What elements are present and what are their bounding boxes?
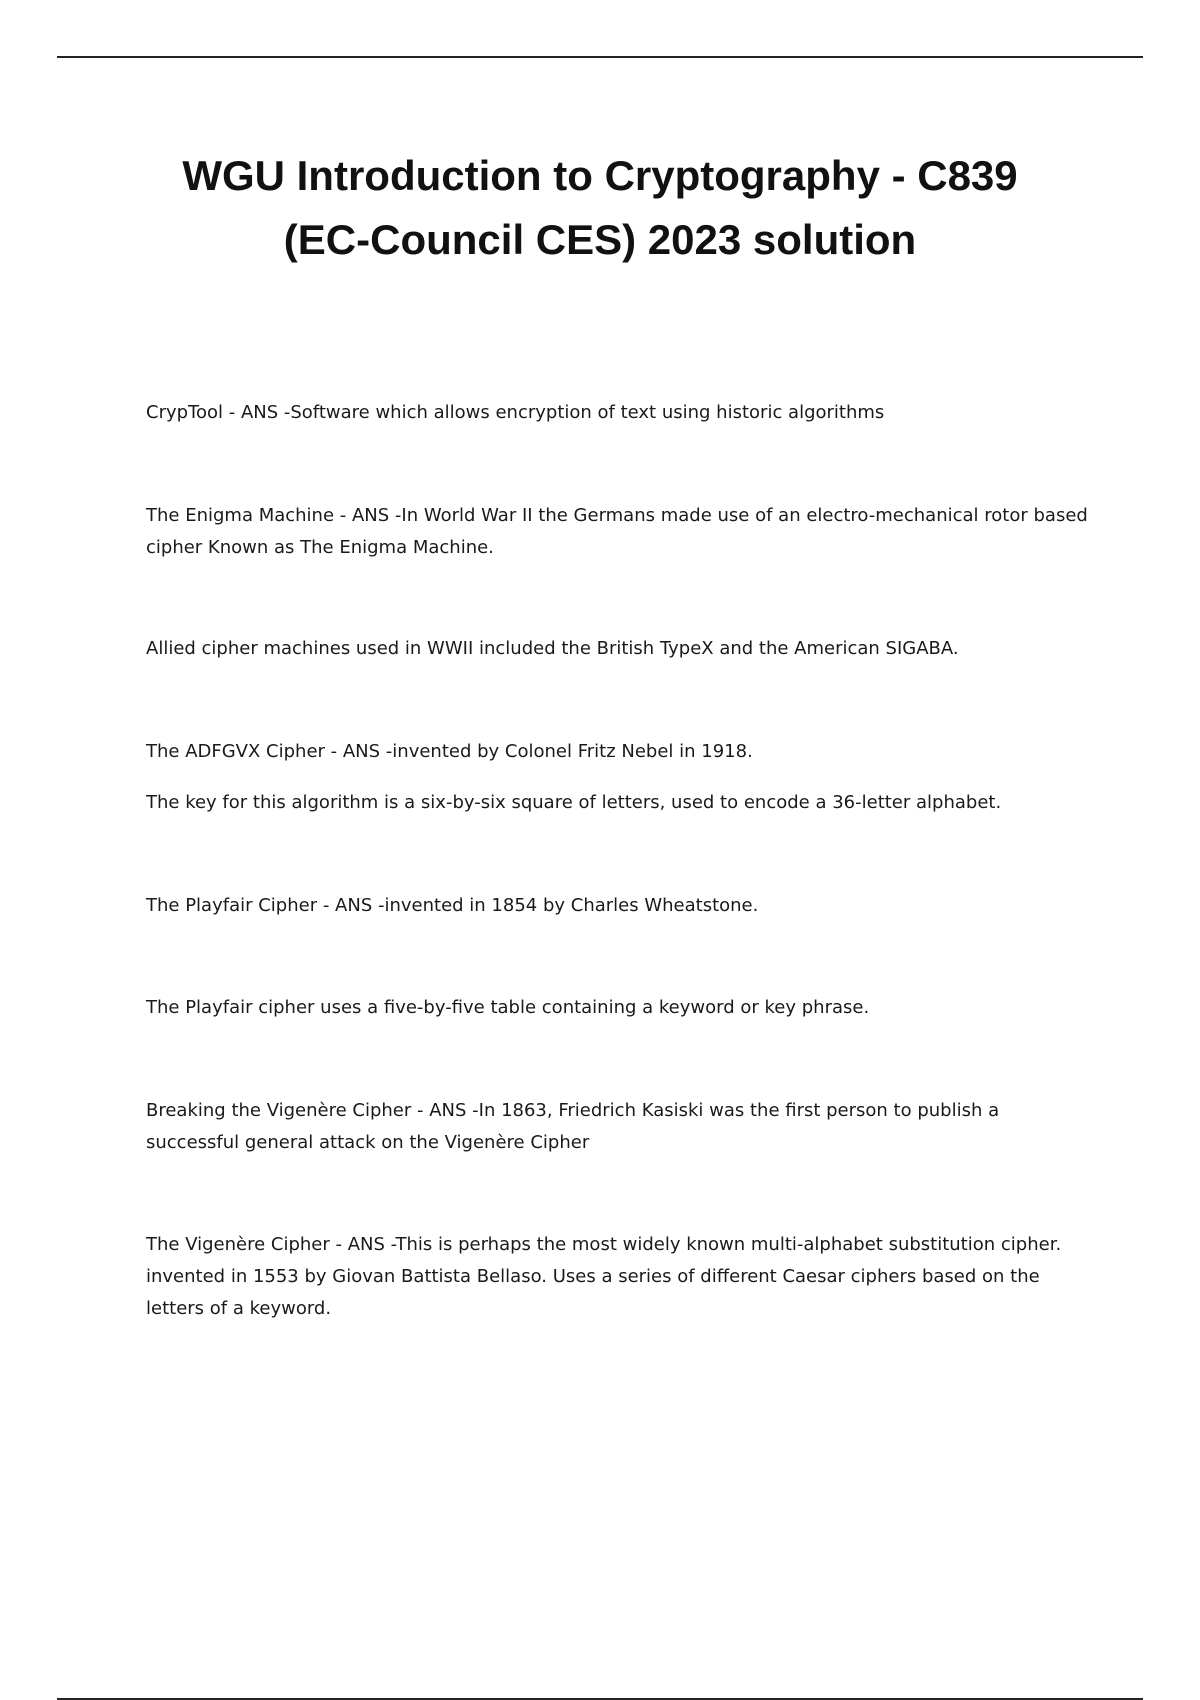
entry-cryptool: CrypTool - ANS -Software which allows encryption of text using historic algorithms [146, 402, 885, 423]
header-rule [57, 56, 1143, 58]
entry-playfair-table: The Playfair cipher uses a five-by-five table containing a keyword or key phrase. [146, 997, 870, 1018]
entry-adfgvx-key: The key for this algorithm is a six-by-six square of letters, used to encode a 36-letter alphabet. [146, 792, 1002, 813]
entry-breaking-vigenere: Breaking the Vigenère Cipher - ANS -In 1863, Friedrich Kasiski was the first person to publish a successful general attack on the Vigenère Cipher [146, 1100, 1000, 1153]
entry-allied-cipher-machines: Allied cipher machines used in WWII included the British TypeX and the American SIGABA. [146, 638, 959, 659]
entry-playfair-cipher: The Playfair Cipher - ANS -invented in 1854 by Charles Wheatstone. [146, 895, 759, 916]
document-title [60, 144, 1140, 272]
entry-enigma-machine: The Enigma Machine - ANS -In World War II the Germans made use of an electro-mechanical rotor based cipher Known as The Enigma Machine. [146, 505, 1088, 558]
title-line-2: (EC-Council CES) 2023 solution [283, 216, 917, 263]
entry-adfgvx-cipher: The ADFGVX Cipher - ANS -invented by Colonel Fritz Nebel in 1918. [146, 741, 753, 762]
entry-vigenere-cipher: The Vigenère Cipher - ANS -This is perhaps the most widely known multi-alphabet substitution cipher. invented in 1553 by Giovan Battista Bellaso. Uses a series of different Caesar ciphers based on the letters of a keyword. [146, 1234, 1062, 1319]
title-line-1: WGU Introduction to Cryptography - C839 [182, 152, 1018, 199]
